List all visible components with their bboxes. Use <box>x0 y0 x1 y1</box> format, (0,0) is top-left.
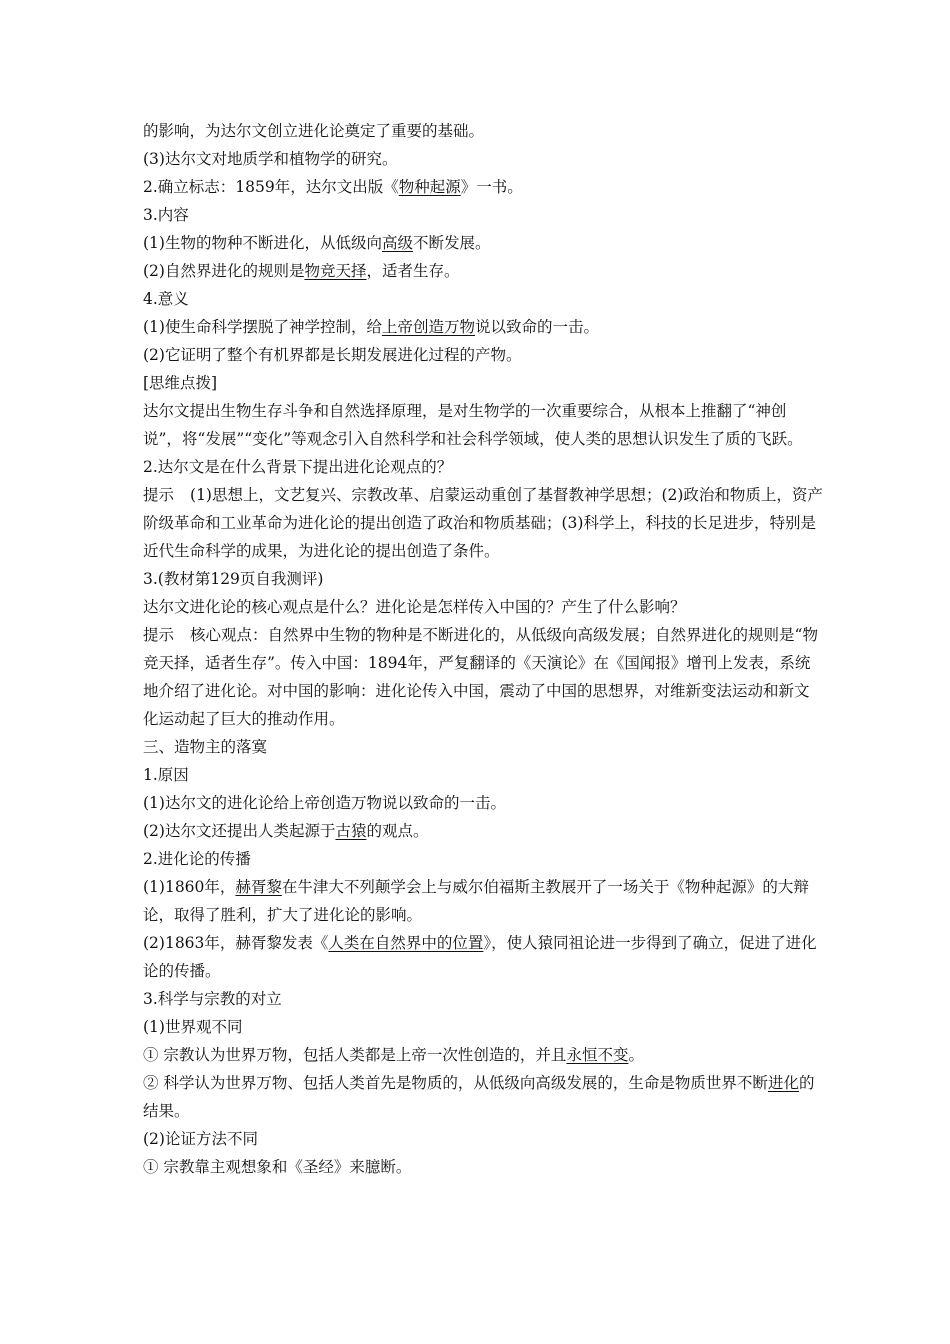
paragraph: (1)1860年，赫胥黎在牛津大不列颠学会上与威尔伯福斯主教展开了一场关于《物种起源》的大辩论，取得了胜利，扩大了进化论的影响。 <box>143 878 809 924</box>
section-heading: [思维点拨] <box>143 374 218 392</box>
text-line: ① 宗教靠主观想象和《圣经》来臆断。 <box>143 1158 412 1176</box>
paragraph: ② 科学认为世界万物、包括人类首先是物质的，从低级向高级发展的，生命是物质世界不断进化的结果。 <box>143 1074 815 1120</box>
document-page <box>143 117 823 1181</box>
question: 3.(教材第129页自我测评) <box>143 570 324 588</box>
text-line: (1)使生命科学摆脱了神学控制，给上帝创造万物说以致命的一击。 <box>143 318 599 336</box>
answer-underline: 人类在自然界中的位置 <box>328 934 484 952</box>
answer-underline: 高级 <box>381 234 413 252</box>
text-line: (2)自然界进化的规则是物竞天择，适者生存。 <box>143 262 460 280</box>
section-heading: 2.进化论的传播 <box>143 850 251 868</box>
answer-underline: 物竞天择 <box>304 262 367 280</box>
answer-underline: 进化 <box>767 1074 799 1092</box>
text-line: (2)它证明了整个有机界都是长期发展进化过程的产物。 <box>143 346 522 364</box>
text-line: 2.确立标志：1859年，达尔文出版《物种起源》一书。 <box>143 178 523 196</box>
hint-label: 提示 <box>143 626 175 644</box>
answer-paragraph: 提示 核心观点：自然界中生物的物种是不断进化的，从低级向高级发展；自然界进化的规则是“物竞天择，适者生存”。传入中国：1894年，严复翻译的《天演论》在《国闻报》增刊上发表，系统地介绍了进化论。对中国的影响：进化论传入中国，震动了中国的思想界，对维新变法运动和新文化运动起了巨大的推动作用。 <box>143 626 818 728</box>
answer-underline: 永恒不变 <box>566 1046 629 1064</box>
section-heading: 3.内容 <box>143 206 189 224</box>
section-heading: 三、造物主的落寞 <box>143 738 268 756</box>
answer-underline: 上帝创造万物 <box>381 318 475 336</box>
answer-paragraph: 提示 (1)思想上，文艺复兴、宗教改革、启蒙运动重创了基督教神学思想；(2)政治和物质上，资产阶级革命和工业革命为进化论的提出创造了政治和物质基础；(3)科学上，科技的长足进步，特别是近代生命科学的成果，为进化论的提出创造了条件。 <box>143 486 823 560</box>
section-heading: (1)世界观不同 <box>143 1018 243 1036</box>
section-heading: (2)论证方法不同 <box>143 1130 258 1148</box>
question: 2.达尔文是在什么背景下提出进化论观点的？ <box>143 458 453 476</box>
text-line: (3)达尔文对地质学和植物学的研究。 <box>143 150 398 168</box>
text-line: (2)达尔文还提出人类起源于古猿的观点。 <box>143 822 429 840</box>
paragraph: 达尔文提出生物生存斗争和自然选择原理，是对生物学的一次重要综合，从根本上推翻了“神创说”，将“发展”“变化”等观念引入自然科学和社会科学领域，使人类的思想认识发生了质的飞跃。 <box>143 402 803 448</box>
answer-underline: 赫胥黎 <box>235 878 282 896</box>
paragraph: (2)1863年，赫胥黎发表《人类在自然界中的位置》，使人猿同祖论进一步得到了确立，促进了进化论的传播。 <box>143 934 817 980</box>
section-heading: 3.科学与宗教的对立 <box>143 990 282 1008</box>
text-line: ① 宗教认为世界万物，包括人类都是上帝一次性创造的，并且永恒不变。 <box>143 1046 644 1064</box>
text-line: 的影响，为达尔文创立进化论奠定了重要的基础。 <box>143 122 485 140</box>
text-line: (1)生物的物种不断进化，从低级向高级不断发展。 <box>143 234 491 252</box>
section-heading: 4.意义 <box>143 290 189 308</box>
answer-underline: 物种起源 <box>398 178 461 196</box>
answer-underline: 古猿 <box>335 822 367 840</box>
text-line: (1)达尔文的进化论给上帝创造万物说以致命的一击。 <box>143 794 506 812</box>
hint-label: 提示 <box>143 486 175 504</box>
section-heading: 1.原因 <box>143 766 189 784</box>
question: 达尔文进化论的核心观点是什么？进化论是怎样传入中国的？产生了什么影响？ <box>143 598 686 616</box>
